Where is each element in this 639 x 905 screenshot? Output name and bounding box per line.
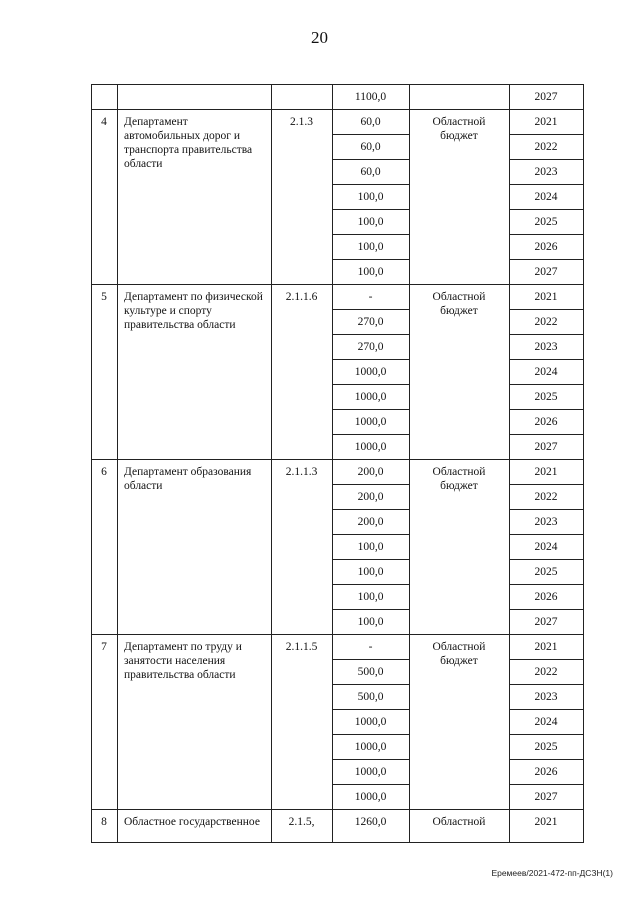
amount-row-line [332,534,410,535]
amount-row-line [332,359,410,360]
funding-source: Областной бюджет [432,291,486,317]
page-number: 20 [311,28,328,47]
year-row-line [509,209,584,210]
amount-row-line [332,759,410,760]
year-row-line [509,309,584,310]
year-row-line [509,384,584,385]
year-cell: 2024 [534,366,558,378]
measure-code: 2.1.1.3 [285,466,318,478]
amount-row-line [332,384,410,385]
amount-cell: 200,0 [357,516,384,528]
year-cell: 2021 [534,466,558,478]
funding-table [91,84,583,842]
year-cell: 2023 [534,516,558,528]
year-cell: 2024 [534,716,558,728]
amount-cell: 100,0 [357,216,384,228]
amount-row-line [332,584,410,585]
year-cell: 2022 [534,491,558,503]
col-border-0 [91,84,92,842]
department-name: Департамент по труду и занятости населения правительства области [124,641,242,681]
year-row-line [509,434,584,435]
year-cell: 2023 [534,166,558,178]
year-row-line [509,534,584,535]
amount-cell: 200,0 [357,466,384,478]
amount-row-line [332,459,410,460]
year-row-line [509,359,584,360]
group-border-0 [91,84,584,85]
year-row-line [509,109,584,110]
amount-cell: 1000,0 [354,791,387,803]
row-number: 5 [101,291,107,303]
amount-cell: 500,0 [357,666,384,678]
funding-source: Областной бюджет [432,466,486,492]
amount-cell: 1100,0 [354,91,387,103]
amount-cell: 60,0 [360,141,381,153]
amount-cell: 270,0 [357,341,384,353]
amount-row-line [332,809,410,810]
funding-source: Областной бюджет [432,641,486,667]
year-cell: 2027 [534,616,558,628]
department-name: Департамент образования области [124,466,252,492]
year-cell: 2021 [534,291,558,303]
amount-row-line [332,434,410,435]
amount-cell: 1000,0 [354,441,387,453]
year-cell: 2024 [534,191,558,203]
amount-row-line [332,309,410,310]
year-row-line [509,484,584,485]
year-row-line [509,409,584,410]
amount-row-line [332,234,410,235]
amount-row-line [332,784,410,785]
year-row-line [509,709,584,710]
year-cell: 2021 [534,116,558,128]
amount-row-line [332,184,410,185]
amount-row-line [332,284,410,285]
amount-row-line [332,684,410,685]
amount-row-line [332,634,410,635]
amount-row-line [332,559,410,560]
measure-code: 2.1.5, [288,816,315,828]
amount-row-line [332,709,410,710]
year-row-line [509,234,584,235]
year-cell: 2026 [534,241,558,253]
amount-row-line [332,409,410,410]
amount-cell: 270,0 [357,316,384,328]
funding-source: Областной бюджет [432,116,486,142]
amount-row-line [332,159,410,160]
year-row-line [509,134,584,135]
year-cell: 2025 [534,566,558,578]
row-number: 7 [101,641,107,653]
amount-cell: 1000,0 [354,741,387,753]
year-row-line [509,559,584,560]
col-border-2 [271,84,272,842]
year-cell: 2024 [534,541,558,553]
year-cell: 2025 [534,216,558,228]
year-cell: 2022 [534,666,558,678]
year-cell: 2025 [534,741,558,753]
year-row-line [509,459,584,460]
year-row-line [509,284,584,285]
year-row-line [509,334,584,335]
year-cell: 2027 [534,791,558,803]
col-border-1 [117,84,118,842]
row-number: 8 [101,816,107,828]
amount-row-line [332,209,410,210]
year-cell: 2021 [534,816,558,828]
amount-cell: 100,0 [357,591,384,603]
year-cell: 2027 [534,266,558,278]
amount-cell: 100,0 [357,241,384,253]
table-bottom-border [91,842,584,843]
year-row-line [509,584,584,585]
amount-cell: 1260,0 [354,816,387,828]
amount-cell: 100,0 [357,266,384,278]
amount-row-line [332,334,410,335]
amount-cell: 1000,0 [354,716,387,728]
amount-row-line [332,109,410,110]
measure-code: 2.1.3 [290,116,313,128]
year-row-line [509,609,584,610]
amount-cell: 100,0 [357,191,384,203]
funding-source: Областной [432,816,486,828]
amount-cell: 1000,0 [354,416,387,428]
year-row-line [509,759,584,760]
col-border-6 [583,84,584,842]
amount-cell: 500,0 [357,691,384,703]
year-row-line [509,809,584,810]
amount-cell: 100,0 [357,566,384,578]
department-name: Областное государственное [124,816,260,828]
amount-cell: 200,0 [357,491,384,503]
measure-code: 2.1.1.6 [285,291,318,303]
year-cell: 2022 [534,141,558,153]
year-row-line [509,184,584,185]
amount-row-line [332,134,410,135]
measure-code: 2.1.1.5 [285,641,318,653]
year-cell: 2027 [534,441,558,453]
amount-cell: - [368,641,373,653]
year-row-line [509,784,584,785]
document-code: Еремеев/2021-472-пп-ДСЗН(1) [491,868,613,878]
amount-cell: 60,0 [360,116,381,128]
year-cell: 2026 [534,416,558,428]
year-row-line [509,259,584,260]
year-cell: 2026 [534,591,558,603]
amount-cell: 100,0 [357,616,384,628]
year-cell: 2025 [534,391,558,403]
year-row-line [509,509,584,510]
amount-cell: 1000,0 [354,366,387,378]
amount-cell: 100,0 [357,541,384,553]
amount-row-line [332,259,410,260]
row-number: 4 [101,116,107,128]
year-cell: 2026 [534,766,558,778]
amount-row-line [332,659,410,660]
amount-row-line [332,484,410,485]
amount-cell: 1000,0 [354,766,387,778]
year-row-line [509,159,584,160]
year-row-line [509,684,584,685]
amount-row-line [332,609,410,610]
year-row-line [509,659,584,660]
amount-cell: 1000,0 [354,391,387,403]
col-border-4 [409,84,410,842]
year-cell: 2027 [534,91,558,103]
year-cell: 2023 [534,691,558,703]
year-row-line [509,734,584,735]
year-cell: 2023 [534,341,558,353]
amount-cell: 60,0 [360,166,381,178]
amount-row-line [332,509,410,510]
department-name: Департамент по физической культуре и спорту правительства области [124,291,263,331]
row-number: 6 [101,466,107,478]
amount-row-line [332,734,410,735]
year-cell: 2022 [534,316,558,328]
department-name: Департамент автомобильных дорог и транспорта правительства области [124,116,253,170]
year-cell: 2021 [534,641,558,653]
year-row-line [509,634,584,635]
amount-cell: - [368,291,373,303]
